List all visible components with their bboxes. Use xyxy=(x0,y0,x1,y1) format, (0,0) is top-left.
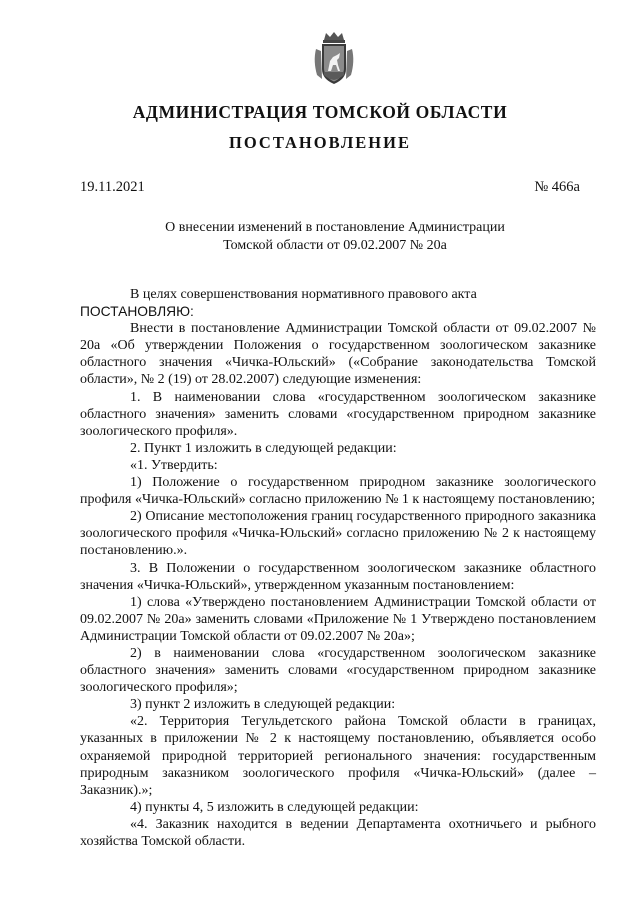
body-paragraph: «2. Территория Тегульдетского района Томской области в границах, указанных в приложении № 2 к настоящему постановлению, объявляется особо охраняемой природной территорией регионального значения: государственным природным заказником зоологического профиля «Чичка-Юльский» (далее – Заказник).»; xyxy=(80,714,596,798)
body-paragraph: 2) Описание местоположения границ государственного природного заказника зоологического профиля «Чичка-Юльский» согласно приложению № 2 к настоящему постановлению.». xyxy=(80,509,596,559)
body-paragraph: 1) слова «Утверждено постановлением Администрации Томской области от 09.02.2007 № 20а» заменить словами «Приложение № 1 Утверждено постановлением Администрации Томской области от 09.02.2007 № 20а»; xyxy=(80,594,596,644)
body-paragraph: 2) в наименовании слова «государственном зоологическом заказнике областного значения» заменить словами «государственном природном заказнике зоологического профиля»; xyxy=(80,645,596,696)
body-paragraph: «4. Заказник находится в ведении Департамента охотничьего и рыбного хозяйства Томской области. xyxy=(80,816,596,849)
document-type: ПОСТАНОВЛЕНИЕ xyxy=(229,133,411,152)
body-paragraph: «1. Утвердить: xyxy=(130,457,218,473)
coat-of-arms-icon xyxy=(312,31,356,87)
resolution-keyword: ПОСТАНОВЛЯЮ: xyxy=(80,304,194,320)
body-paragraph: 3) пункт 2 изложить в следующей редакции: xyxy=(130,697,396,713)
body-paragraph: В целях совершенствования нормативного правового акта xyxy=(130,287,477,302)
body-paragraph: 1) Положение о государственном природном заказнике зоологического профиля «Чичка-Юльский» согласно приложению № 1 к настоящему постановлению; xyxy=(80,475,596,508)
body-paragraph: 1. В наименовании слова «государственном зоологическом заказнике областного значения» заменить словами «государственном природном заказнике зоологического профиля». xyxy=(80,389,596,439)
document-title xyxy=(130,219,540,255)
title-line: О внесении изменений в постановление Администрации xyxy=(165,220,505,235)
document-date: 19.11.2021 xyxy=(80,179,145,195)
organization-name: АДМИНИСТРАЦИЯ ТОМСКОЙ ОБЛАСТИ xyxy=(132,102,508,122)
body-paragraph: 4) пункты 4, 5 изложить в следующей редакции: xyxy=(130,799,419,815)
body-paragraph: 3. В Положении о государственном зоологическом заказнике областного значения «Чичка-Юльский», утвержденном указанным постановлением: xyxy=(80,560,596,593)
document-body xyxy=(80,286,596,850)
body-paragraph: Внести в постановление Администрации Томской области от 09.02.2007 № 20а «Об утверждении Положения о государственном зоологическом заказнике областного значения «Чичка-Юльский» («Собрание законодательства Томской области», № 2 (19) от 28.02.2007) следующие изменения: xyxy=(80,321,596,388)
document-number: № 466а xyxy=(534,179,580,195)
title-line: Томской области от 09.02.2007 № 20а xyxy=(223,238,447,253)
body-paragraph: 2. Пункт 1 изложить в следующей редакции: xyxy=(130,440,397,456)
